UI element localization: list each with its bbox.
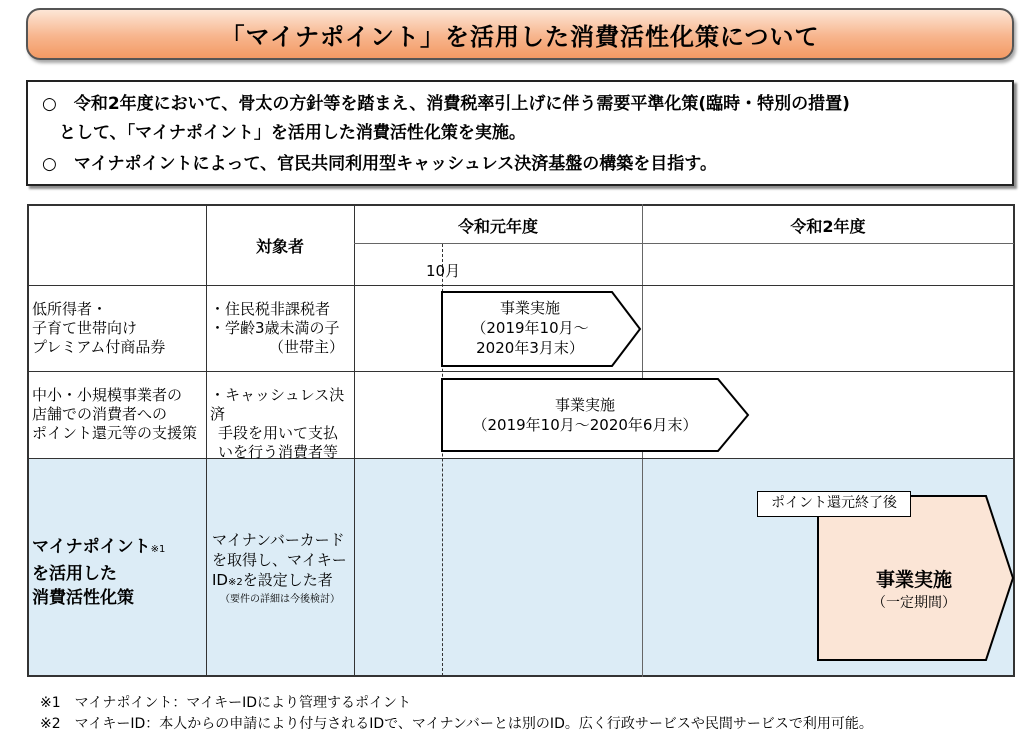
row3-name-note: ※1 bbox=[150, 544, 166, 555]
summary-bullet-2: ○ マイナポイントによって、官民共同利用型キャッシュレス決済基盤の構築を目指す。 bbox=[42, 154, 717, 174]
page-title: 「マイナポイント」を活用した消費活性化策について bbox=[220, 22, 820, 51]
row2-target-line-3: いを行う消費者等 bbox=[218, 443, 339, 461]
row2-arrow-line-1: 事業実施 bbox=[554, 396, 615, 414]
row2-target-line-2: 手段を用いて支払 bbox=[218, 424, 339, 442]
row1-target-line-1: ・住民税非課税者 bbox=[210, 300, 331, 318]
header-reiwa-2: 令和2年度 bbox=[790, 217, 866, 236]
row1-arrow-label bbox=[446, 298, 614, 358]
table-border-bottom bbox=[27, 675, 1015, 677]
point-return-end-tag: ポイント還元終了後 bbox=[757, 491, 911, 517]
summary-bullet-1-line-1: ○ 令和2年度において、骨太の方針等を踏まえ、消費税率引上げに伴う需要平準化策(臨時・特別の措置) bbox=[42, 94, 850, 114]
row3-target-note: ※2 bbox=[227, 577, 243, 588]
col-divider-2 bbox=[354, 204, 355, 677]
row2-target bbox=[210, 386, 352, 462]
row1-arrow-line-1: 事業実施 bbox=[499, 299, 560, 317]
row3-name-main: マイナポイント bbox=[32, 537, 151, 557]
row1-name bbox=[32, 300, 165, 357]
row3-name bbox=[32, 535, 165, 610]
row1-arrow-line-3: 2020年3月末） bbox=[476, 339, 584, 357]
row3-name-line-3: 消費活性化策 bbox=[32, 588, 134, 608]
month-label: 10月 bbox=[426, 262, 461, 280]
row3-arrow-title: 事業実施 bbox=[875, 569, 952, 591]
row1-target bbox=[210, 300, 352, 357]
row3-arrow-subtitle: （一定期間） bbox=[872, 595, 956, 611]
row3-target-small-note: （要件の詳細は今後検討） bbox=[220, 594, 340, 605]
row2-target-line-1: ・キャッシュレス決済 bbox=[210, 386, 345, 423]
row1-arrow-line-2: （2019年10月～ bbox=[471, 319, 589, 337]
row1-name-line-3: プレミアム付商品券 bbox=[32, 338, 166, 356]
row2-name bbox=[32, 386, 197, 443]
footnote-2: ※2 マイキーID：本人からの申請により付与されるIDで、マイナンバーとは別のID。広く行政サービスや民間サービスで利用可能。 bbox=[40, 716, 873, 732]
title-banner bbox=[26, 8, 1014, 60]
row3-target bbox=[212, 530, 347, 607]
row-divider-3 bbox=[28, 458, 1014, 459]
row3-target-line-3a: ID bbox=[212, 571, 228, 589]
row2-name-line-2: 店舗での消費者への bbox=[32, 405, 168, 423]
summary-box bbox=[26, 80, 1014, 186]
row3-target-line-2: を取得し、マイキー bbox=[212, 551, 347, 569]
row2-name-line-1: 中小・小規模事業者の bbox=[32, 386, 183, 404]
col-divider-1 bbox=[206, 204, 207, 677]
row-divider-2 bbox=[28, 371, 1014, 372]
summary-bullet-1-line-2: として、「マイナポイント」を活用した消費活性化策を実施。 bbox=[42, 123, 526, 143]
row3-target-line-1: マイナンバーカード bbox=[212, 531, 345, 549]
row1-name-line-1: 低所得者・ bbox=[32, 300, 108, 318]
footnote-1: ※1 マイナポイント：マイキーIDにより管理するポイント bbox=[40, 695, 411, 711]
summary-bullet-1 bbox=[42, 90, 1002, 148]
row3-target-line-3b: を設定した者 bbox=[242, 571, 333, 589]
header-reiwa-1: 令和元年度 bbox=[457, 217, 538, 236]
table-border-left bbox=[27, 204, 29, 677]
row1-target-line-2: ・学齢3歳未満の子 bbox=[210, 319, 340, 337]
row2-name-line-3: ポイント還元等の支援策 bbox=[32, 424, 198, 442]
row1-target-line-3: （世帯主） bbox=[268, 338, 344, 356]
row2-arrow-line-2: （2019年10月～2020年6月末） bbox=[472, 416, 698, 434]
table-border-top bbox=[27, 204, 1015, 206]
header-sub-divider bbox=[354, 243, 1014, 244]
row-divider-1 bbox=[28, 285, 1014, 286]
row1-name-line-2: 子育て世帯向け bbox=[32, 319, 138, 337]
row2-arrow-label bbox=[446, 395, 724, 435]
header-target: 対象者 bbox=[255, 237, 304, 256]
row3-name-line-2: を活用した bbox=[32, 564, 117, 584]
